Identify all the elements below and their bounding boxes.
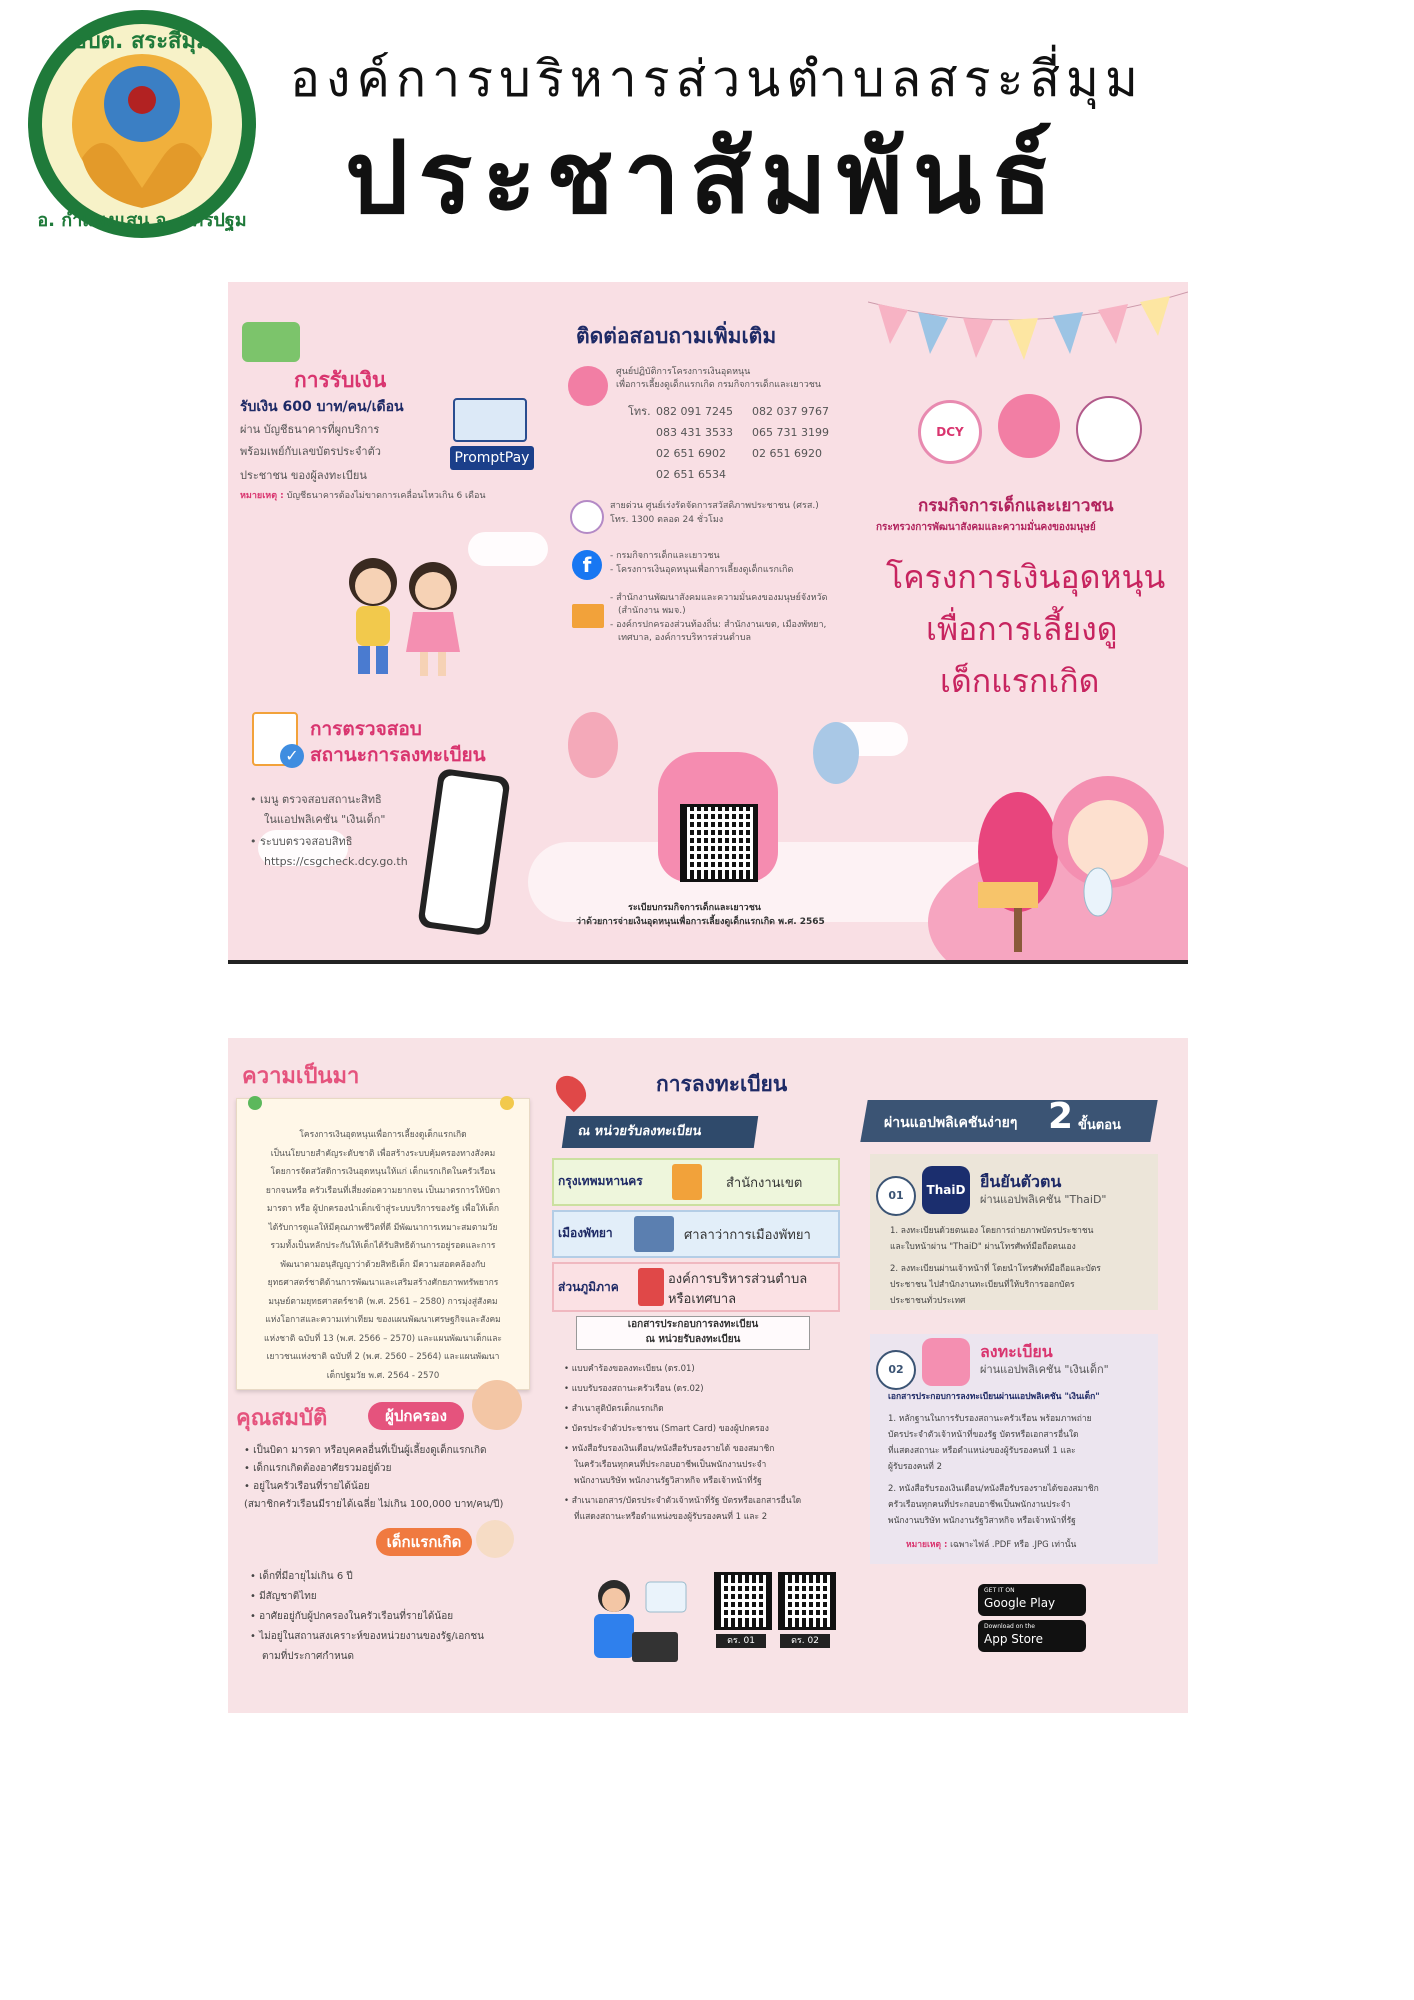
baby-icon bbox=[476, 1520, 514, 1558]
facebook-page: - โครงการเงินอุดหนุนเพื่อการเลี้ยงดูเด็กแรกเกิด bbox=[610, 565, 794, 575]
office-text: - สำนักงานพัฒนาสังคมและความมั่นคงของมนุษย์จังหวัด bbox=[610, 593, 828, 603]
phone-number: 082 091 7245 bbox=[656, 405, 733, 418]
qr-label: ดร. 01 bbox=[716, 1634, 766, 1648]
app-heading: ผ่านแอปพลิเคชันง่ายๆ bbox=[884, 1115, 1018, 1131]
history-line: พัฒนาตามอนุสัญญาว่าด้วยสิทธิเด็ก มีความสอดคล้องกับ bbox=[280, 1259, 486, 1270]
history-heading: ความเป็นมา bbox=[242, 1064, 360, 1089]
child-item: เด็กที่มีอายุไม่เกิน 6 ปี bbox=[259, 1571, 353, 1582]
hotline-icon bbox=[570, 500, 604, 534]
step2-line: บัตรประจำตัวเจ้าหน้าที่ของรัฐ บัตรหรือเอกสารอื่นใด bbox=[888, 1430, 1079, 1440]
step2-line: 1. หลักฐานในการรับรองสถานะครัวเรือน พร้อมภาพถ่าย bbox=[888, 1414, 1092, 1424]
guardian-item: (สมาชิกครัวเรือนมีรายได้เฉลี่ย ไม่เกิน 100,000 บาท/คน/ปี) bbox=[244, 1499, 504, 1510]
baby-illustration bbox=[948, 732, 1188, 962]
step2-line: ครัวเรือนทุกคนที่ประกอบอาชีพเป็นพนักงานประจำ bbox=[888, 1500, 1071, 1510]
history-line: มารดา หรือ ผู้ปกครองนำเด็กเข้าสู่ระบบบริการของรัฐ เพื่อให้เด็ก bbox=[266, 1204, 500, 1214]
history-line: ได้รับการดูแลให้มีคุณภาพชีวิตที่ดี มีพัฒนาการเหมาะสมตามวัย bbox=[268, 1222, 498, 1233]
mother-child-logo bbox=[998, 394, 1060, 458]
qr-code bbox=[680, 804, 758, 882]
phone-number: 065 731 3199 bbox=[752, 426, 829, 439]
brochure-back-panel: ความเป็นมา โครงการเงินอุดหนุนเพื่อการเลี้ยงดูเด็กแรกเกิด เป็นนโยบายสำคัญระดับชาติ เพื่อสร้างระบบคุ้มครองทางสังคม โดยการจัดสวัสดิการเงินอุดหนุนให้แก่ เด็กแรกเกิดในครัวเรือน ยากจนหรือ ครัวเรือนที่เสี่ยงต่อความยากจน เป็นมาตรการให้บิดา มารดา หรือ ผู้ปกครองนำเด็กเข้าสู่ระบบบริการของรัฐ เพื่อให้เด็ก ได้รับการดูแลให้มีคุณภาพชีวิตที่ดี มีพัฒนาการเหมาะสมตามวัย รวมทั้งเป็นหลักประกันให้เด็กได้รับสิทธิด้านการอยู่รอดและการ พัฒนาตามอนุสัญญาว่าด้วยสิทธิเด็ก มีความสอดคล้องกับ ยุทธศาสตร์ชาติด้านการพัฒนาและเสริมสร้างศักยภาพทรัพยากร มนุษย์ตามยุทธศาสตร์ชาติ (พ.ศ. 2561 – 2580) การมุ่งสู่สังคม แห่งโอกาสและความเท่าเทียม ของแผนพัฒนาเศรษฐกิจและสังคม แห่งชาติ ฉบับที่ 13 (พ.ศ. 2566 – 2570) และแผนพัฒนาเด็กและ เยาวชนแห่งชาติ ฉบับที่ 2 (พ.ศ. 2560 – 2564) และแผนพัฒนา เด็กปฐมวัย พ.ศ. 2564 - 2570 คุณสมบัติ ผู้ปกครอง • เป็นบิดา มารดา หรือบุคคลอื่นที่เป็นผู้เลี้ยงดูเด็กแรกเกิด • เด็กแรกเกิดต้องอาศัยรวมอยู่ด้วย • อยู่ในครัวเรือนที่รายได้น้อย (สมาชิกครัวเรือนมีรายได้เฉลี่ย ไม่เกิน 100,000 บาท/คน/ปี) เด็กแรกเกิด • เด็กที่มีอายุไม่เกิน 6 ปี • มีสัญชาติไทย • อาศัยอยู่กับผู้ปกครองในครัวเรือนที่รายได้น้อย • ไม่อยู่ในสถานสงเคราะห์ของหน่วยงานของรัฐ/เอกชน ตามที่ประกาศกำหนด การลงทะเบียน ณ หน่วยรับลงทะเบียน กรุงเทพมหานคร สำนักงานเขต เมืองพัทยา ศาลาว่าการเมืองพัทยา ส่วนภูมิภาค องค์การบริหารส่วนตำบล หรือเทศบาล เอกสารประกอบการลงทะเบียน ณ หน่วยรับลงทะเบียน • แบบคำร้องขอลงทะเบียน (ดร.01) • แบบรับรองสถานะครัวเรือน (ดร.02) • สำเนาสูติบัตรเด็กแรกเกิด • บัตรประจำตัวประชาชน (Smart Card) ของผู้ปกครอง • หนังสือรับรองเงินเดือน/หนังสือรับรองรายได้ ของสมาชิก ในครัวเรือนทุกคนที่ประกอบอาชีพเป็นพนักงานประจำ พนักงานบริษัท พนักงานรัฐวิสาหกิจ หรือเจ้าหน้าที่รัฐ • สำเนาเอกสาร/บัตรประจำตัวเจ้าหน้าที่รัฐ บัตรหรือเอกสารอื่นใด ที่แสดงสถานะหรือตำแหน่งของผู้รับรองคนที่ 1 และ 2 ดร. 01 ดร. 02 ผ่านแอปพลิเคชันง่ายๆ 2 ขั้นตอน 01 ThaiD ยืนยันตัวตน ผ่านแอปพลิเคชัน "ThaiD" 1. ลงทะเบียนด้วยตนเอง โดยการถ่ายภาพบัตรประชาชน และใบหน้าผ่าน "ThaiD" ผ่านโทรศัพท์มือถือตนเอง 2. ลงทะเบียนผ่านเจ้าหน้าที่ โดยนำโทรศัพท์มือถือและบัตร ประชาชน ไปสำนักงานทะเบียนที่ให้บริการออกบัตร ประชาชนทั่วประเทศ 02 ลงทะเบียน ผ่านแอปพลิเคชัน "เงินเด็ก" เอกสารประกอบการลงทะเบียนผ่านแอปพลิเคชัน "เงินเด็ก" 1. หลักฐานในการรับรองสถานะครัวเรือน พร้อมภาพถ่าย บัตรประจำตัวเจ้าหน้าที่ของรัฐ บัตรหรือเอกสารอื่นใด ที่แสดงสถานะ หรือตำแหน่งของผู้รับรองคนที่ 1 และ ผู้รับรองคนที่ 2 2. หนังสือรับรองเงินเดือน/หนังสือรับรองรายได้ของสมาชิก ครัวเรือนทุกคนที่ประกอบอาชีพเป็นพนักงานประจำ พนักงานบริษัท พนักงานรัฐวิสาหกิจ หรือเจ้าหน้าที่รัฐ หมายเหตุ : เฉพาะไฟล์ .PDF หรือ .JPG เท่านั้น GET IT ON Google Play Download on the App Store bbox=[228, 1038, 1188, 1713]
history-line: ยุทธศาสตร์ชาติด้านการพัฒนาและเสริมสร้างศักยภาพทรัพยากร bbox=[267, 1278, 499, 1288]
history-line: แห่งโอกาสและความเท่าเทียม ของแผนพัฒนาเศรษฐกิจและสังคม bbox=[265, 1315, 501, 1325]
history-line: เยาวชนแห่งชาติ ฉบับที่ 2 (พ.ศ. 2560 – 2564) และแผนพัฒนา bbox=[266, 1352, 500, 1362]
app-store-label: App Store bbox=[984, 1632, 1043, 1646]
document-item: แบบคำร้องขอลงทะเบียน (ดร.01) bbox=[571, 1364, 695, 1374]
check-item: ระบบตรวจสอบสิทธิ bbox=[260, 835, 353, 848]
document-item: สำเนาสูติบัตรเด็กแรกเกิด bbox=[571, 1404, 664, 1414]
register-area: กรุงเทพมหานคร bbox=[558, 1174, 643, 1188]
note-label: หมายเหตุ : bbox=[240, 491, 284, 501]
officer-illustration bbox=[574, 1574, 692, 1670]
thailand-map-icon bbox=[638, 1268, 664, 1306]
project-title: เพื่อการเลี้ยงดู bbox=[926, 610, 1118, 648]
phone-number: 02 651 6534 bbox=[656, 468, 726, 481]
balloon-decoration bbox=[568, 712, 618, 778]
register-heading: การลงทะเบียน bbox=[656, 1072, 788, 1096]
ministry-name: กระทรวงการพัฒนาสังคมและความมั่นคงของมนุษย์ bbox=[876, 522, 1096, 533]
app-note: เฉพาะไฟล์ .PDF หรือ .JPG เท่านั้น bbox=[950, 1540, 1077, 1550]
documents-title: ณ หน่วยรับลงทะเบียน bbox=[645, 1334, 741, 1345]
document-item: แบบรับรองสถานะครัวเรือน (ดร.02) bbox=[571, 1384, 704, 1394]
child-item: ตามที่ประกาศกำหนด bbox=[262, 1651, 354, 1662]
history-line: เด็กปฐมวัย พ.ศ. 2564 - 2570 bbox=[326, 1370, 440, 1381]
document-item: บัตรประจำตัวประชาชน (Smart Card) ของผู้ปกครอง bbox=[571, 1424, 769, 1434]
dcy-logo: DCY bbox=[918, 400, 982, 464]
department-name: กรมกิจการเด็กและเยาวชน bbox=[918, 496, 1114, 516]
history-line: โครงการเงินอุดหนุนเพื่อการเลี้ยงดูเด็กแรกเกิด bbox=[299, 1130, 467, 1140]
step1-line: ประชาชน ไปสำนักงานทะเบียนที่ให้บริการออกบัตร bbox=[890, 1280, 1075, 1290]
cloud-decoration bbox=[468, 532, 548, 566]
hotline-text: โทร. 1300 ตลอด 24 ชั่วโมง bbox=[610, 515, 724, 525]
project-title: เด็กแรกเกิด bbox=[940, 662, 1100, 700]
guardian-item: อยู่ในครัวเรือนที่รายได้น้อย bbox=[253, 1481, 370, 1492]
step2-line: พนักงานบริษัท พนักงานรัฐวิสาหกิจ หรือเจ้าหน้าที่รัฐ bbox=[888, 1516, 1076, 1526]
step1-number: 01 bbox=[876, 1176, 916, 1216]
history-line: โดยการจัดสวัสดิการเงินอุดหนุนให้แก่ เด็กแรกเกิดในครัวเรือน bbox=[270, 1167, 496, 1177]
facebook-page: - กรมกิจการเด็กและเยาวชน bbox=[610, 551, 720, 561]
register-area: ส่วนภูมิภาค bbox=[558, 1280, 619, 1294]
ngoendek-app-icon[interactable] bbox=[922, 1338, 970, 1386]
project-title: โครงการเงินอุดหนุน bbox=[886, 558, 1166, 596]
child-item: อาศัยอยู่กับผู้ปกครองในครัวเรือนที่รายได้น้อย bbox=[259, 1611, 454, 1622]
history-line: รวมทั้งเป็นหลักประกันให้เด็กได้รับสิทธิด้านการอยู่รอดและการ bbox=[270, 1241, 496, 1251]
pattaya-landmark-icon bbox=[634, 1216, 674, 1252]
regulation-text: ว่าด้วยการจ่ายเงินอุดหนุนเพื่อการเลี้ยงดูเด็กแรกเกิด พ.ศ. 2565 bbox=[576, 917, 825, 927]
step2-docs-heading: เอกสารประกอบการลงทะเบียนผ่านแอปพลิเคชัน "เงินเด็ก" bbox=[888, 1392, 1100, 1402]
step1-line: และใบหน้าผ่าน "ThaiD" ผ่านโทรศัพท์มือถือตนเอง bbox=[890, 1242, 1076, 1252]
guardian-item: เป็นบิดา มารดา หรือบุคคลอื่นที่เป็นผู้เลี้ยงดูเด็กแรกเกิด bbox=[253, 1445, 487, 1456]
step2-line: ที่แสดงสถานะ หรือตำแหน่งของผู้รับรองคนที่ 1 และ bbox=[888, 1446, 1076, 1456]
qualify-heading: คุณสมบัติ bbox=[236, 1406, 328, 1431]
documents-title-box bbox=[576, 1316, 810, 1350]
step2-line: ผู้รับรองคนที่ 2 bbox=[888, 1462, 942, 1472]
phone-icon bbox=[417, 768, 511, 936]
history-line: ยากจนหรือ ครัวเรือนที่เสี่ยงต่อความยากจน เป็นมาตรการให้บิดา bbox=[265, 1185, 501, 1196]
pin-icon bbox=[500, 1096, 514, 1110]
step2-line: 2. หนังสือรับรองเงินเดือน/หนังสือรับรองรายได้ของสมาชิก bbox=[888, 1484, 1099, 1494]
step2-title: ลงทะเบียน bbox=[980, 1342, 1053, 1361]
organization-name: องค์การบริหารส่วนตำบลสระสี่มุม bbox=[290, 50, 1144, 108]
children-illustration bbox=[328, 552, 478, 682]
qr-label: ดร. 02 bbox=[780, 1634, 830, 1648]
receive-line: ผ่าน บัญชีธนาคารที่ผูกบริการ bbox=[240, 423, 380, 436]
seal-bottom-text: อ. กำแพงแสน จ. นครปฐม bbox=[37, 210, 247, 231]
check-heading: การตรวจสอบ bbox=[310, 718, 422, 740]
phone-number: 082 037 9767 bbox=[752, 405, 829, 418]
parents-icon bbox=[472, 1380, 522, 1430]
contact-center: ศูนย์ปฏิบัติการโครงการเงินอุดหนุน bbox=[616, 367, 751, 377]
child-item: ไม่อยู่ในสถานสงเคราะห์ของหน่วยงานของรัฐ/เอกชน bbox=[259, 1631, 484, 1642]
check-heading: สถานะการลงทะเบียน bbox=[310, 744, 486, 766]
google-play-button[interactable] bbox=[978, 1584, 1086, 1616]
seal-top-text: อบต. สระสี่มุม bbox=[73, 29, 211, 54]
register-office: สำนักงานเขต bbox=[726, 1176, 803, 1191]
google-play-label: Google Play bbox=[984, 1596, 1056, 1610]
history-line: เป็นนโยบายสำคัญระดับชาติ เพื่อสร้างระบบคุ้มครองทางสังคม bbox=[270, 1148, 496, 1159]
guardian-tag: ผู้ปกครอง bbox=[368, 1402, 464, 1430]
government-building-icon bbox=[572, 604, 604, 628]
receive-heading: การรับเงิน bbox=[294, 368, 387, 392]
qr-code-form-02[interactable] bbox=[778, 1572, 836, 1630]
register-row bbox=[552, 1158, 840, 1206]
step1-line: ประชาชนทั่วประเทศ bbox=[890, 1296, 966, 1306]
register-row bbox=[552, 1210, 840, 1258]
note-label: หมายเหตุ : bbox=[906, 1540, 948, 1550]
receive-note: บัญชีธนาคารต้องไม่ขาดการเคลื่อนไหวเกิน 6 เดือน bbox=[286, 491, 486, 501]
step1-line: 2. ลงทะเบียนผ่านเจ้าหน้าที่ โดยนำโทรศัพท์มือถือและบัตร bbox=[890, 1264, 1101, 1274]
phone-number: 02 651 6902 bbox=[656, 447, 726, 460]
promptpay-logo: PromptPay bbox=[450, 446, 534, 470]
mother-child-icon bbox=[568, 366, 608, 406]
step1-title: ยืนยันตัวตน bbox=[980, 1172, 1062, 1191]
register-area: เมืองพัทยา bbox=[558, 1226, 613, 1240]
app-store-small: Download on the bbox=[984, 1623, 1035, 1630]
money-icon bbox=[242, 322, 300, 362]
office-text: - องค์กรปกครองส่วนท้องถิ่น: สำนักงานเขต, เมืองพัทยา, bbox=[610, 620, 827, 630]
register-office: องค์การบริหารส่วนตำบล bbox=[668, 1272, 808, 1287]
register-office: หรือเทศบาล bbox=[668, 1292, 737, 1307]
regulation-text: ระเบียบกรมกิจการเด็กและเยาวชน bbox=[628, 903, 761, 913]
bunting-decoration bbox=[868, 282, 1188, 372]
balloon-decoration bbox=[813, 722, 859, 784]
app-steps-word: ขั้นตอน bbox=[1078, 1118, 1121, 1133]
step1-subtitle: ผ่านแอปพลิเคชัน "ThaiD" bbox=[980, 1193, 1107, 1206]
document-item: ที่แสดงสถานะหรือตำแหน่งของผู้รับรองคนที่ 1 และ 2 bbox=[574, 1512, 768, 1522]
hotline-text: สายด่วน ศูนย์เร่งรัดจัดการสวัสดิภาพประชาชน (ศรส.) bbox=[610, 501, 819, 511]
history-line: มนุษย์ตามยุทธศาสตร์ชาติ (พ.ศ. 2561 – 2580) การมุ่งสู่สังคม bbox=[268, 1296, 498, 1307]
office-text: เทศบาล, องค์การบริหารส่วนตำบล bbox=[618, 633, 752, 643]
pin-icon bbox=[248, 1096, 262, 1110]
facebook-icon: f bbox=[572, 550, 602, 580]
step2-number: 02 bbox=[876, 1350, 916, 1390]
document-item: ในครัวเรือนทุกคนที่ประกอบอาชีพเป็นพนักงานประจำ bbox=[574, 1460, 767, 1470]
step2-subtitle: ผ่านแอปพลิเคชัน "เงินเด็ก" bbox=[980, 1363, 1109, 1376]
document-item: หนังสือรับรองเงินเดือน/หนังสือรับรองรายได้ ของสมาชิก bbox=[571, 1444, 775, 1454]
ministry-seal bbox=[1076, 396, 1142, 462]
thaid-app-icon[interactable]: ThaiD bbox=[922, 1166, 970, 1214]
check-item: ในแอปพลิเคชัน "เงินเด็ก" bbox=[264, 813, 386, 826]
history-text bbox=[242, 1126, 524, 1385]
register-row bbox=[552, 1262, 840, 1312]
location-pin-icon bbox=[550, 1070, 592, 1112]
contact-heading: ติดต่อสอบถามเพิ่มเติม bbox=[576, 324, 777, 348]
id-card-icon bbox=[453, 398, 527, 442]
step1-line: 1. ลงทะเบียนด้วยตนเอง โดยการถ่ายภาพบัตรประชาชน bbox=[890, 1226, 1094, 1236]
check-item: เมนู ตรวจสอบสถานะสิทธิ bbox=[260, 793, 382, 806]
google-play-small: GET IT ON bbox=[984, 1587, 1015, 1594]
child-item: มีสัญชาติไทย bbox=[259, 1591, 317, 1602]
office-text: (สำนักงาน พมจ.) bbox=[618, 606, 686, 616]
tel-label: โทร. bbox=[628, 405, 651, 418]
phone-number: 02 651 6920 bbox=[752, 447, 822, 460]
register-office: ศาลาว่าการเมืองพัทยา bbox=[684, 1228, 811, 1243]
organization-seal bbox=[22, 8, 262, 240]
receive-amount: รับเงิน 600 บาท/คน/เดือน bbox=[240, 399, 404, 415]
brochure-front-panel: การรับเงิน รับเงิน 600 บาท/คน/เดือน ผ่าน บัญชีธนาคารที่ผูกบริการ พร้อมเพย์กับเลขบัตรประจำตัว ประชาชน ของผู้ลงทะเบียน หมายเหตุ : บัญชีธนาคารต้องไม่ขาดการเคลื่อนไหวเกิน 6 เดือน PromptPay ✓ การตรวจสอบ สถานะการลงทะเบียน • เมนู ตรวจสอบสถานะสิทธิ ในแอปพลิเคชัน "เงินเด็ก" • ระบบตรวจสอบสิทธิ https://csgcheck.dcy.go.th ติดต่อสอบถามเพิ่มเติม ศูนย์ปฏิบัติการโครงการเงินอุดหนุน เพื่อการเลี้ยงดูเด็กแรกเกิด กรมกิจการเด็กและเยาวชน โทร. 082 091 7245 082 037 9767 083 431 3533 065 731 3199 02 651 6902 02 651 6920 02 651 6534 สายด่วน ศูนย์เร่งรัดจัดการสวัสดิภาพประชาชน (ศรส.) โทร. 1300 ตลอด 24 ชั่วโมง f - กรมกิจการเด็กและเยาวชน - โครงการเงินอุดหนุนเพื่อการเลี้ยงดูเด็กแรกเกิด - สำนักงานพัฒนาสังคมและความมั่นคงของมนุษย์จังหวัด (สำนักงาน พมจ.) - องค์กรปกครองส่วนท้องถิ่น: สำนักงานเขต, เมืองพัทยา, เทศบาล, องค์การบริหารส่วนตำบล ระเบียบกรมกิจการเด็กและเยาวชน ว่าด้วยการจ่ายเงินอุดหนุนเพื่อการเลี้ยงดูเด็กแรกเกิด พ.ศ. 2565 DCY กรมกิจการเด็กและเยาวชน กระทรวงการพัฒนาสังคมและความมั่นคงของมนุษย์ โครงการเงินอุดหนุน เพื่อการเลี้ยงดู เด็กแรกเกิด bbox=[228, 282, 1188, 964]
qr-code-form-01[interactable] bbox=[714, 1572, 772, 1630]
check-icon: ✓ bbox=[280, 744, 304, 768]
receive-line: พร้อมเพย์กับเลขบัตรประจำตัว bbox=[240, 445, 381, 458]
app-steps-number: 2 bbox=[1048, 1096, 1074, 1137]
document-item: สำเนาเอกสาร/บัตรประจำตัวเจ้าหน้าที่รัฐ บัตรหรือเอกสารอื่นใด bbox=[571, 1496, 802, 1506]
bangkok-landmark-icon bbox=[672, 1164, 702, 1200]
guardian-item: เด็กแรกเกิดต้องอาศัยรวมอยู่ด้วย bbox=[253, 1463, 392, 1474]
check-url: https://csgcheck.dcy.go.th bbox=[264, 855, 408, 868]
app-store-button[interactable] bbox=[978, 1620, 1086, 1652]
document-item: พนักงานบริษัท พนักงานรัฐวิสาหกิจ หรือเจ้าหน้าที่รัฐ bbox=[574, 1476, 762, 1486]
phone-number: 083 431 3533 bbox=[656, 426, 733, 439]
contact-center: เพื่อการเลี้ยงดูเด็กแรกเกิด กรมกิจการเด็กและเยาวชน bbox=[616, 380, 822, 390]
documents-title: เอกสารประกอบการลงทะเบียน bbox=[627, 1319, 759, 1330]
register-subheading: ณ หน่วยรับลงทะเบียน bbox=[562, 1116, 758, 1148]
receive-line: ประชาชน ของผู้ลงทะเบียน bbox=[240, 469, 367, 482]
child-tag: เด็กแรกเกิด bbox=[376, 1528, 472, 1556]
history-line: แห่งชาติ ฉบับที่ 13 (พ.ศ. 2566 – 2570) และแผนพัฒนาเด็กและ bbox=[264, 1333, 502, 1344]
page-title: ประชาสัมพันธ์ bbox=[345, 118, 1063, 236]
